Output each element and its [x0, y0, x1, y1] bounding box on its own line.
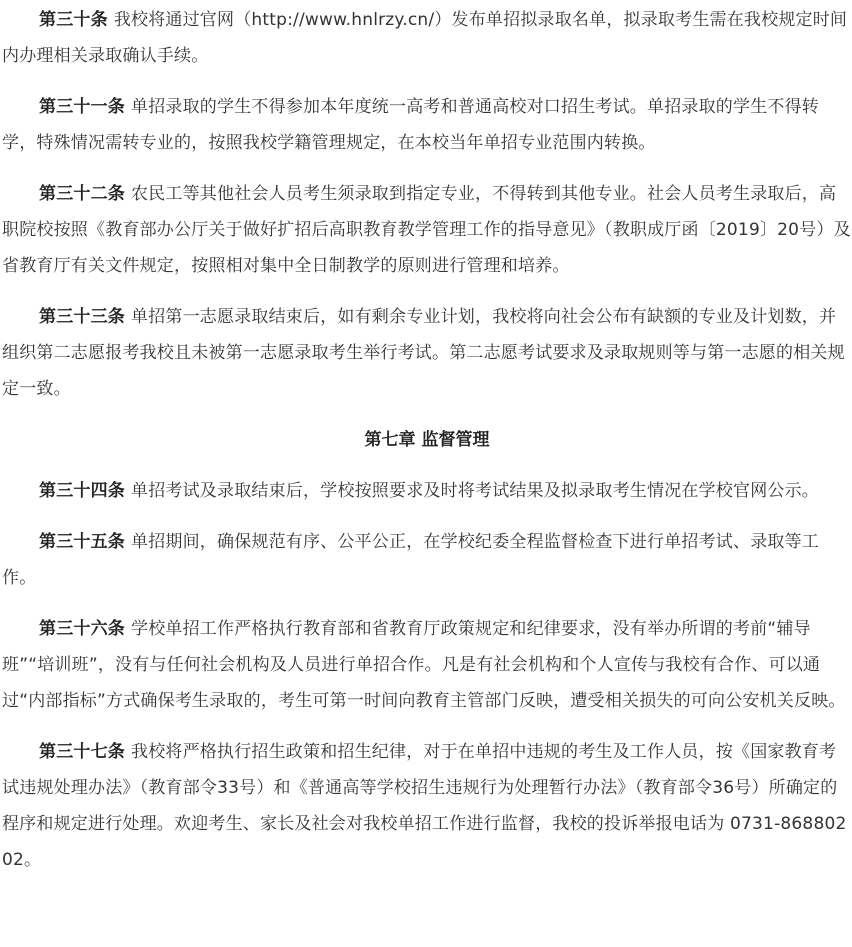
article-text: 单招第一志愿录取结束后，如有剩余专业计划，我校将向社会公布有缺额的专业及计划数，并组织第二志愿报考我校且未被第一志愿录取考生举行考试。第二志愿考试要求及录取规则等与第一志愿的相关规定一致。 [2, 307, 845, 399]
article-37 [2, 734, 852, 878]
article-label: 第三十三条 [39, 307, 125, 327]
article-label: 第三十四条 [39, 481, 125, 501]
article-text: 学校单招工作严格执行教育部和省教育厅政策规定和纪律要求，没有举办所谓的考前“辅导班”“培训班”，没有与任何社会机构及人员进行单招合作。凡是有社会机构和个人宣传与我校有合作、可以通过“内部指标”方式确保考生录取的，考生可第一时间向教育主管部门反映，遭受相关损失的可向公安机关反映。 [2, 619, 846, 711]
article-30 [2, 2, 852, 74]
article-label: 第三十六条 [39, 619, 125, 639]
article-32 [2, 176, 852, 284]
article-label: 第三十七条 [39, 742, 125, 762]
document-body [0, 2, 852, 947]
article-text: 农民工等其他社会人员考生须录取到指定专业，不得转到其他专业。社会人员考生录取后，高职院校按照《教育部办公厅关于做好扩招后高职教育教学管理工作的指导意见》（教职成厅函〔2019〕20号）及省教育厅有关文件规定，按照相对集中全日制教学的原则进行管理和培养。 [2, 184, 851, 276]
article-label: 第三十一条 [39, 97, 125, 117]
article-text: 单招考试及录取结束后，学校按照要求及时将考试结果及拟录取考生情况在学校官网公示。 [131, 481, 819, 501]
article-34 [2, 473, 852, 509]
article-label: 第三十条 [39, 10, 108, 30]
article-text: 我校将通过官网（http://www.hnlrzy.cn/）发布单招拟录取名单，拟录取考生需在我校规定时间内办理相关录取确认手续。 [2, 10, 848, 66]
article-33 [2, 299, 852, 407]
article-36 [2, 611, 852, 719]
article-31 [2, 89, 852, 161]
article-text: 单招期间，确保规范有序、公平公正，在学校纪委全程监督检查下进行单招考试、录取等工作。 [2, 532, 819, 588]
article-label: 第三十二条 [39, 184, 125, 204]
article-text: 单招录取的学生不得参加本年度统一高考和普通高校对口招生考试。单招录取的学生不得转学，特殊情况需转专业的，按照我校学籍管理规定，在本校当年单招专业范围内转换。 [2, 97, 819, 153]
chapter-heading: 第七章 监督管理 [364, 430, 490, 450]
article-label: 第三十五条 [39, 532, 125, 552]
article-35 [2, 524, 852, 596]
article-text: 我校将严格执行招生政策和招生纪律，对于在单招中违规的考生及工作人员，按《国家教育考试违规处理办法》（教育部令33号）和《普通高等学校招生违规行为处理暂行办法》（教育部令36号）所确定的程序和规定进行处理。欢迎考生、家长及社会对我校单招工作进行监督，我校的投诉举报电话为 0731-86880202。 [2, 742, 847, 870]
